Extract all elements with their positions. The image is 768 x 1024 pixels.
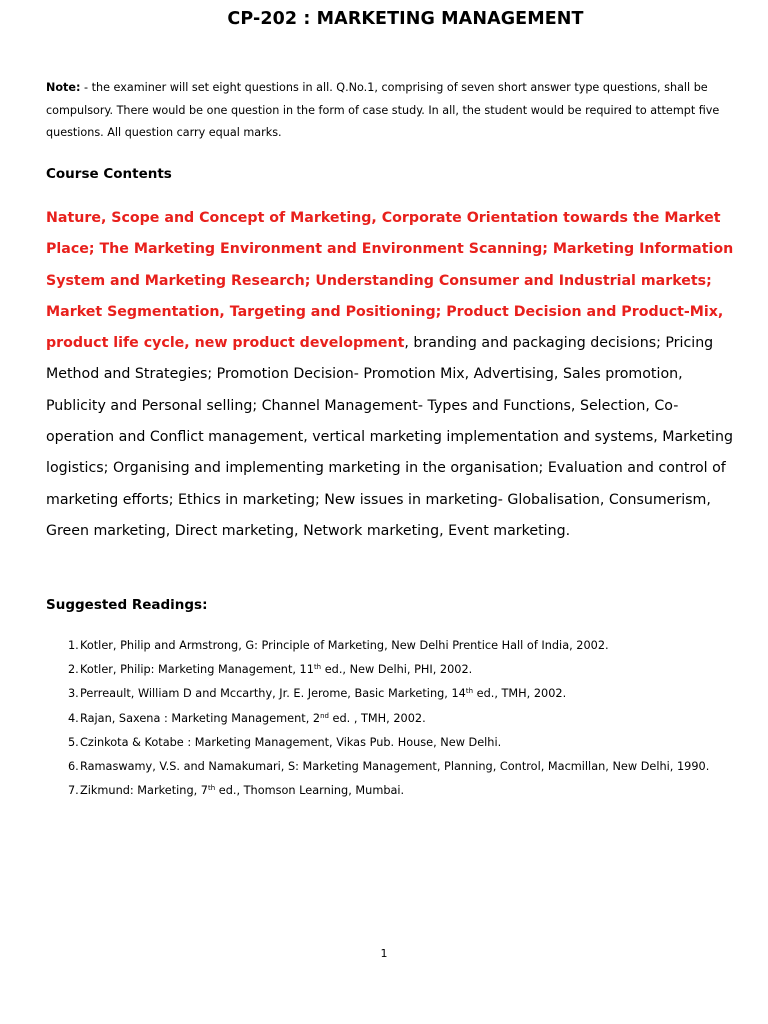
reading-item [46, 634, 736, 658]
reading-text: Kotler, Philip and Armstrong, G: Principle of Marketing, New Delhi Prentice Hall of India, 2002. [80, 639, 609, 652]
reading-superscript: th [207, 784, 216, 793]
course-contents-body [46, 203, 736, 547]
reading-text: Rajan, Saxena : Marketing Management, 2 [80, 711, 321, 725]
note-text: - the examiner will set eight questions in all. Q.No.1, comprising of seven short answer type questions, shall be compulsory. There would be one question in the form of case study. In all, the student would be required to attempt five questions. All question carry equal marks. [46, 81, 720, 139]
reading-superscript: th [465, 687, 474, 696]
page-title: CP-202 : MARKETING MANAGEMENT [227, 9, 584, 29]
course-contents-highlighted: Nature, Scope and Concept of Marketing, Corporate Orientation towards the Market Place; The Marketing Environment and Environment Scanning; Marketing Information System and Marketing Research; Understanding Consumer and Industrial markets; Market Segmentation, Targeting and Positioning; Product Decision and Product-Mix, product life cycle, new product development [46, 210, 734, 352]
reading-text: Ramaswamy, V.S. and Namakumari, S: Marketing Management, Planning, Control, Macmillan, New Delhi, 1990. [80, 760, 710, 774]
reading-item [46, 731, 736, 755]
reading-text-end: ed., New Delhi, PHI, 2002. [321, 663, 473, 677]
reading-number: 5. [68, 735, 79, 749]
reading-number: 7. [68, 784, 79, 798]
reading-number: 3. [68, 687, 79, 701]
reading-text-end: ed., TMH, 2002. [473, 687, 567, 701]
reading-text-end: ed., Thomson Learning, Mumbai. [215, 784, 405, 798]
reading-number: 4. [68, 711, 79, 725]
reading-number: 2. [68, 663, 79, 677]
note-label: Note: [46, 81, 81, 94]
reading-item [46, 779, 736, 803]
page-number: 1 [380, 947, 388, 960]
course-contents-heading: Course Contents [46, 166, 172, 182]
reading-text: Czinkota & Kotabe : Marketing Management, Vikas Pub. House, New Delhi. [80, 735, 502, 749]
reading-text: Perreault, William D and Mccarthy, Jr. E. Jerome, Basic Marketing, 14 [80, 687, 466, 701]
reading-item [46, 755, 736, 779]
suggested-readings-list [46, 634, 736, 803]
reading-superscript: th [313, 663, 322, 672]
reading-text-end: ed. , TMH, 2002. [328, 711, 426, 725]
exam-note [46, 77, 736, 145]
reading-item [46, 707, 736, 731]
suggested-readings-heading: Suggested Readings: [46, 597, 208, 613]
reading-superscript: nd [320, 711, 329, 720]
course-contents-plain: , branding and packaging decisions; Pricing Method and Strategies; Promotion Decision- Promotion Mix, Advertising, Sales promotion, Publicity and Personal selling; Channel Management- Types and Functions, Selection, Co-operation and Conflict management, vertical marketing implementation and systems, Marketing logistics; Organising and implementing marketing in the organisation; Evaluation and control of marketing efforts; Ethics in marketing; New issues in marketing- Globalisation, Consumerism, Green marketing, Direct marketing, Network marketing, Event marketing. [46, 335, 733, 539]
reading-text: Kotler, Philip: Marketing Management, 11 [80, 663, 314, 677]
reading-item [46, 658, 736, 682]
reading-number: 1. [68, 639, 79, 652]
reading-item [46, 682, 736, 706]
reading-number: 6. [68, 760, 79, 774]
reading-text: Zikmund: Marketing, 7 [80, 784, 208, 798]
